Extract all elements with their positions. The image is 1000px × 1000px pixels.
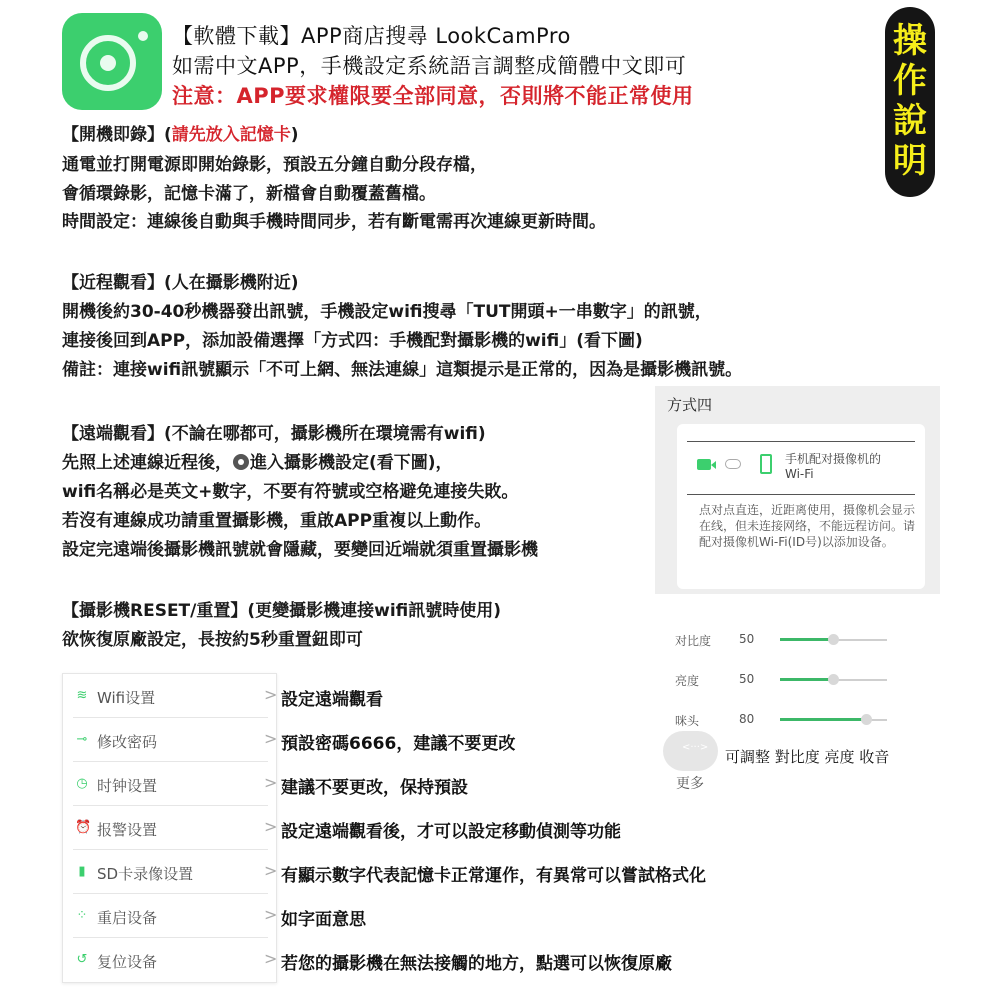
side-label-char: 操 [893, 21, 927, 61]
settings-item-label: 时钟设置 [97, 777, 158, 795]
local-section-title: 【近程觀看】(人在攝影機附近) [62, 273, 299, 293]
settings-item-label: 修改密码 [97, 733, 158, 751]
side-label-char: 說 [893, 101, 927, 141]
settings-note: 如字面意思 [281, 910, 366, 930]
header-language-line: 如需中文APP，手機設定系統語言調整成簡體中文即可 [172, 54, 687, 78]
local-line: 開機後約30-40秒機器發出訊號，手機設定wifi搜尋「TUT開頭+一串數字」的訊號， [62, 302, 712, 322]
sd-card-icon: ▮ [78, 864, 86, 879]
microphone-slider[interactable] [780, 719, 887, 721]
restart-icon: ⁘ [76, 908, 88, 923]
reset-icon: ↺ [76, 952, 88, 967]
settings-note: 設定遠端觀看 [281, 690, 383, 710]
option-label-line: Wi-Fi [785, 467, 814, 481]
side-label-char: 明 [893, 141, 927, 181]
settings-note: 有顯示數字代表記憶卡正常運作，有異常可以嘗試格式化 [281, 866, 706, 886]
operation-instructions-label [885, 7, 935, 197]
chevron-right-icon: > [264, 817, 278, 836]
settings-note: 預設密碼6666，建議不要更改 [281, 734, 516, 754]
method-description: 点对点直连，近距离使用，摄像机会显示在线，但未连接网络，不能远程访问。请配对摄像机Wi-Fi(ID号)以添加设备。 [699, 503, 916, 549]
camera-settings-list [62, 673, 277, 983]
reset-section-title: 【攝影機RESET/重置】(更變攝影機連接wifi訊號時使用) [62, 601, 502, 621]
slider-value: 80 [739, 712, 755, 726]
method-title: 方式四 [667, 396, 713, 414]
settings-item-reset[interactable] [63, 938, 278, 982]
brightness-slider[interactable] [780, 679, 887, 681]
settings-item-restart[interactable] [63, 894, 278, 938]
chevron-right-icon: > [264, 905, 278, 924]
boot-title-note: 請先放入記憶卡 [171, 125, 291, 145]
divider [687, 441, 915, 442]
more-button[interactable] [663, 731, 718, 771]
settings-note: 建議不要更改，保持預設 [281, 778, 468, 798]
settings-item-label: 复位设备 [97, 953, 158, 971]
option-label-line: 手机配对摄像机的 [785, 452, 882, 466]
method-option-row[interactable] [697, 452, 917, 488]
alarm-icon: ⏰ [75, 820, 92, 835]
remote-line: 若沒有連線成功請重置攝影機，重啟APP重複以上動作。 [62, 511, 492, 531]
more-icon: <···> [682, 742, 709, 753]
chevron-right-icon: > [264, 861, 278, 880]
header-download-line: 【軟體下載】APP商店搜尋 LookCamPro [172, 24, 571, 48]
settings-note: 若您的攝影機在無法接觸的地方，點選可以恢復原廠 [281, 954, 672, 974]
settings-item-label: Wifi设置 [97, 689, 156, 707]
side-label-char: 作 [893, 61, 927, 101]
remote-line-text: 進入攝影機設定(看下圖)， [250, 453, 453, 473]
boot-line: 會循環錄影，記憶卡滿了，新檔會自動覆蓋舊檔。 [62, 184, 436, 204]
clock-icon: ◷ [76, 776, 88, 791]
remote-note: 設定完遠端後攝影機訊號就會隱藏，要變回近端就須重置攝影機 [62, 540, 538, 560]
slider-label: 对比度 [675, 634, 712, 648]
method-card[interactable] [677, 424, 925, 589]
remote-line [62, 452, 453, 474]
settings-item-password[interactable] [63, 718, 278, 762]
remote-line: wifi名稱必是英文+數字，不要有符號或空格避免連接失敗。 [62, 482, 519, 502]
settings-item-alarm[interactable] [63, 806, 278, 850]
boot-line: 時間設定：連線後自動與手機時間同步，若有斷電需再次連線更新時間。 [62, 212, 606, 232]
reset-line: 欲恢復原廠設定，長按約5秒重置鈕即可 [62, 630, 363, 650]
remote-line-text: 先照上述連線近程後， [62, 453, 232, 473]
method-option-label [785, 452, 881, 482]
contrast-slider[interactable] [780, 639, 887, 641]
camera-lens-dot-icon [100, 55, 116, 71]
divider [687, 494, 915, 495]
chevron-right-icon: > [264, 773, 278, 792]
settings-item-label: 重启设备 [97, 909, 158, 927]
remote-section-title: 【遠端觀看】(不論在哪都可，攝影機所在環境需有wifi) [62, 424, 486, 444]
chevron-right-icon: > [264, 685, 278, 704]
slider-fill [780, 638, 834, 641]
slider-thumb[interactable] [861, 714, 872, 725]
camera-flash-dot-icon [138, 31, 148, 41]
adjust-note: 可調整 對比度 亮度 收音 [725, 748, 890, 766]
settings-item-label: 报警设置 [97, 821, 158, 839]
local-line: 連接後回到APP，添加設備選擇「方式四：手機配對攝影機的wifi」(看下圖) [62, 331, 643, 351]
settings-item-clock[interactable] [63, 762, 278, 806]
boot-line: 通電並打開電源即開始錄影，預設五分鐘自動分段存檔， [62, 155, 487, 175]
settings-item-wifi[interactable] [63, 674, 278, 718]
slider-value: 50 [739, 632, 755, 646]
settings-note: 設定遠端觀看後，才可以設定移動偵測等功能 [281, 822, 621, 842]
boot-title-end: ) [290, 125, 299, 145]
slider-fill [780, 718, 866, 721]
boot-section-title [62, 124, 299, 146]
key-icon: ⊸ [76, 732, 88, 747]
pairing-method-four-panel [655, 386, 940, 594]
header-permission-warning: 注意：APP要求權限要全部同意，否則將不能正常使用 [172, 84, 694, 108]
gear-icon [233, 454, 249, 470]
more-label: 更多 [676, 776, 704, 792]
lookcampro-app-icon [62, 13, 162, 110]
slider-fill [780, 678, 834, 681]
chevron-right-icon: > [264, 949, 278, 968]
settings-item-label: SD卡录像设置 [97, 865, 194, 883]
settings-item-sd-card[interactable] [63, 850, 278, 894]
slider-thumb[interactable] [828, 634, 839, 645]
phone-icon [760, 454, 772, 474]
boot-title-text: 【開機即錄】( [62, 125, 172, 145]
link-icon [725, 459, 741, 469]
slider-label: 亮度 [675, 674, 700, 688]
wifi-icon: ≋ [76, 688, 88, 703]
chevron-right-icon: > [264, 729, 278, 748]
local-note: 備註：連接wifi訊號顯示「不可上網、無法連線」這類提示是正常的，因為是攝影機訊號。 [62, 360, 743, 380]
video-camera-icon [697, 459, 711, 470]
slider-value: 50 [739, 672, 755, 686]
slider-label: 咪头 [675, 714, 700, 728]
slider-thumb[interactable] [828, 674, 839, 685]
